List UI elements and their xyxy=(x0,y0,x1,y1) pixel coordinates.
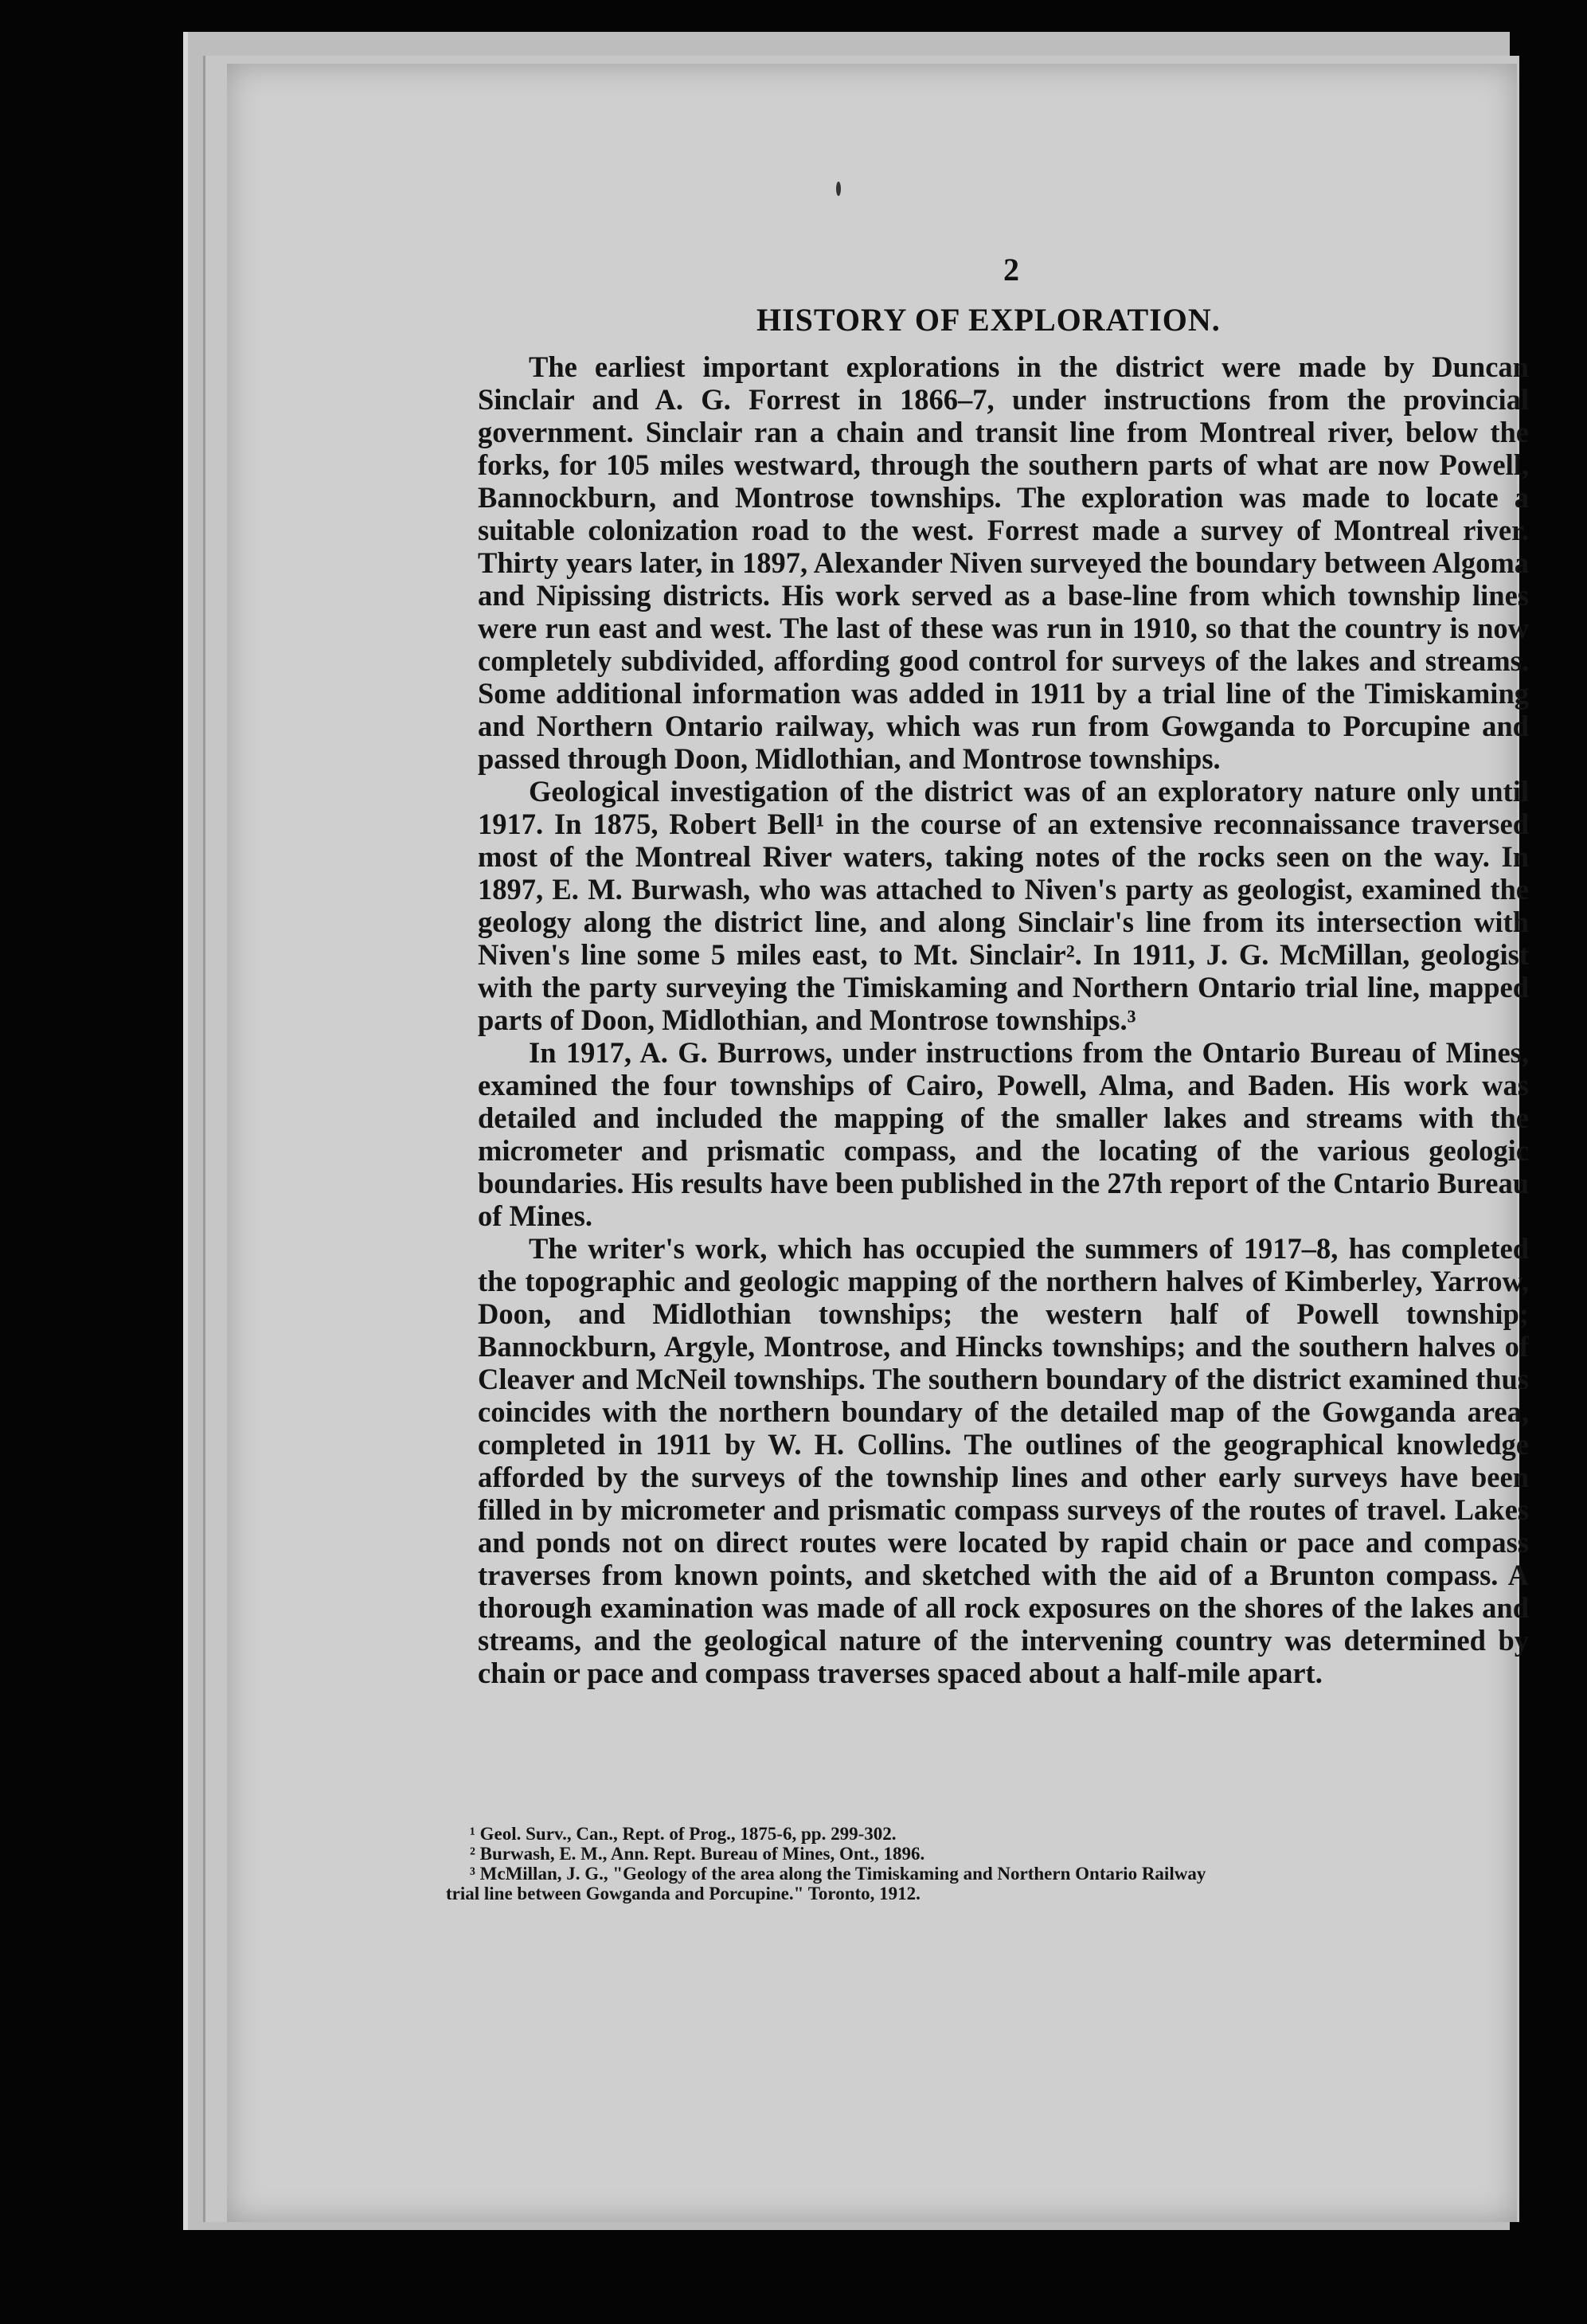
footnotes xyxy=(446,1824,1561,1903)
paragraph: In 1917, A. G. Burrows, under instructions from the Ontario Bureau of Mines, examined the four townships of Cairo, Powell, Alma, and Baden. His work was detailed and included the mapping of the smaller lakes and streams with the micrometer and prismatic compass, and the locating of the various geologic boundaries. His results have been published in the 27th report of the Cntario Bureau of Mines. xyxy=(478,1036,1529,1232)
page-number: 2 xyxy=(1003,252,1019,288)
footnote: ³ McMillan, J. G., "Geology of the area along the Timiskaming and Northern Ontario Railway xyxy=(470,1864,1206,1884)
footnote: ² Burwash, E. M., Ann. Rept. Bureau of Mines, Ont., 1896. xyxy=(470,1844,925,1864)
paragraph: The earliest important explorations in the district were made by Duncan Sinclair and A. G. Forrest in 1866–7, under instructions from the provincial government. Sinclair ran a chain and transit line from Montreal river, below the forks, for 105 miles westward, through the southern parts of what are now Powell, Bannockburn, and Montrose townships. The exploration was made to locate a suitable colonization road to the west. Forrest made a survey of Montreal river. Thirty years later, in 1897, Alexander Niven surveyed the boundary between Algoma and Nipissing districts. His work served as a base-line from which township lines were run east and west. The last of these was run in 1910, so that the country is now completely subdivided, affording good control for surveys of the lakes and streams. Some additional information was added in 1911 by a trial line of the Timiskaming and Northern Ontario railway, which was run from Gowganda to Porcupine and passed through Doon, Midlothian, and Montrose townships. xyxy=(478,350,1529,775)
scan-speck xyxy=(836,182,841,196)
paragraph: Geological investigation of the district was of an exploratory nature only until 1917. In 1875, Robert Bell¹ in the course of an extensive reconnaissance traversed most of the Montreal River waters, taking notes of the rocks seen on the way. In 1897, E. M. Burwash, who was attached to Niven's party as geologist, examined the geology along the district line, and along Sinclair's line from its intersection with Niven's line some 5 miles east, to Mt. Sinclair². In 1911, J. G. McMillan, geologist with the party surveying the Timiskaming and Northern Ontario trial line, mapped parts of Doon, Midlothian, and Montrose townships.³ xyxy=(478,775,1529,1036)
footnote: ¹ Geol. Surv., Can., Rept. of Prog., 1875-6, pp. 299-302. xyxy=(470,1824,897,1844)
paragraph: The writer's work, which has occupied the summers of 1917–8, has completed the topographic and geologic mapping of the northern halves of Kimberley, Yarrow, Doon, and Midlothian townships; the western half of Powell township; Bannockburn, Argyle, Montrose, and Hincks townships; and the southern halves of Cleaver and McNeil townships. The southern boundary of the district examined thus coincides with the northern boundary of the detailed map of the Gowganda area, completed in 1911 by W. H. Collins. The outlines of the geographical knowledge afforded by the surveys of the township lines and other early surveys have been filled in by micrometer and prismatic compass surveys of the routes of travel. Lakes and ponds not on direct routes were located by rapid chain or pace and compass traverses from known points, and sketched with the aid of a Brunton compass. A thorough examination was made of all rock exposures on the shores of the lakes and streams, and the geological nature of the intervening country was determined by chain or pace and compass traverses spaced about a half-mile apart. xyxy=(478,1232,1529,1689)
footnote: trial line between Gowganda and Porcupine." Toronto, 1912. xyxy=(446,1884,921,1903)
section-heading: HISTORY OF EXPLORATION. xyxy=(756,302,1221,338)
body-text xyxy=(478,350,1529,1689)
